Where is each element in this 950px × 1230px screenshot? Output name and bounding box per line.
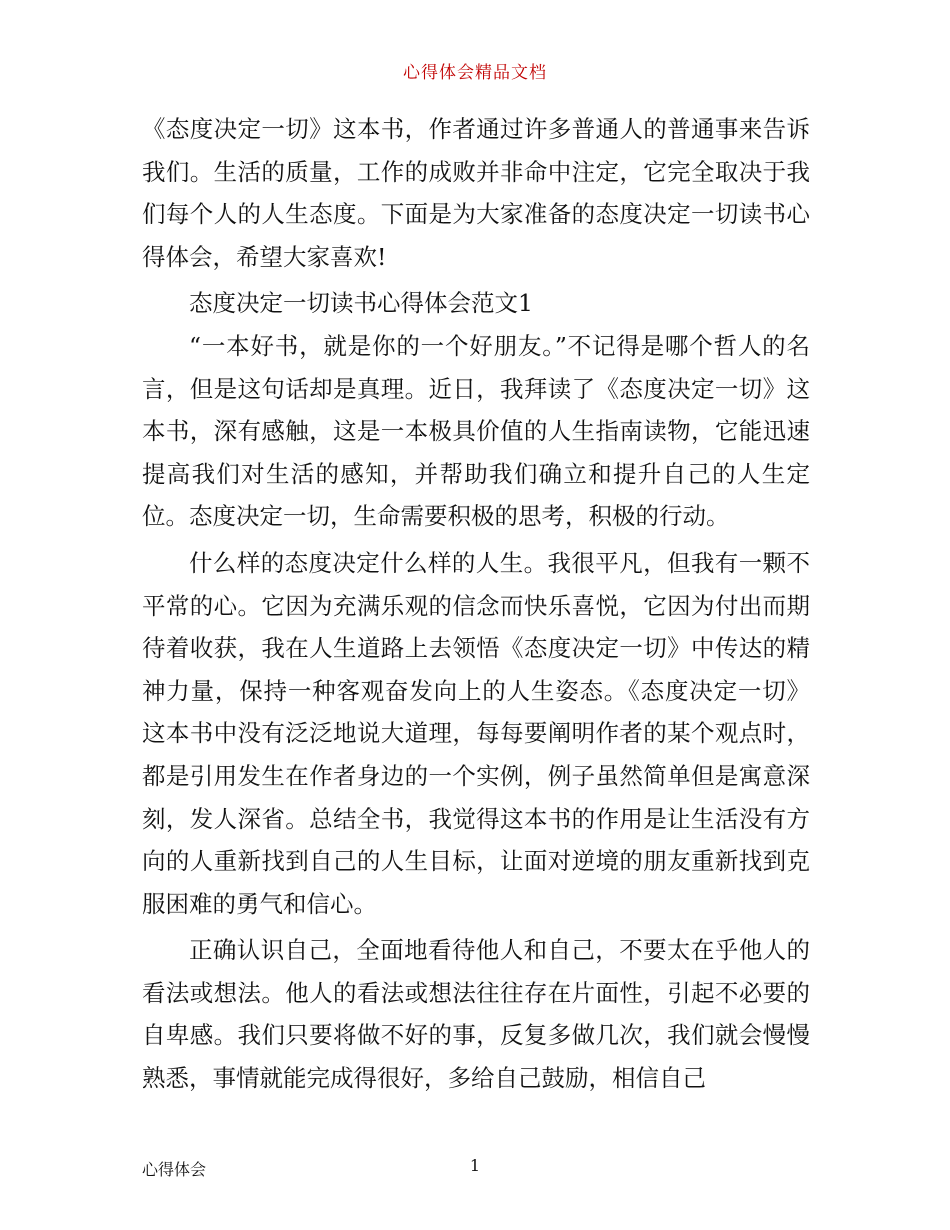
page-header-title: 心得体会精品文档 bbox=[403, 63, 547, 83]
page-number: 1 bbox=[469, 1156, 481, 1175]
paragraph-quote: “一本好书，就是你的一个好朋友。”不记得是哪个哲人的名言，但是这句话却是真理。近日，我拜读了《态度决定一切》这本书，深有感触，这是一本极具价值的人生指南读物，它能迅速提高我们对生活的感知，并帮助我们确立和提升自己的人生定位。态度决定一切，生命需要积极的思考，积极的行动。 bbox=[142, 331, 810, 531]
paragraph-attitude: 什么样的态度决定什么样的人生。我很平凡，但我有一颗不平常的心。它因为充满乐观的信念而快乐喜悦，它因为付出而期待着收获，我在人生道路上去领悟《态度决定一切》中传达的精神力量，保持一种客观奋发向上的人生姿态。《态度决定一切》这本书中没有泛泛地说大道理，每每要阐明作者的某个观点时，都是引用发生在作者身边的一个实例，例子虽然简单但是寓意深刻，发人深省。总结全书，我觉得这本书的作用是让生活没有方向的人重新找到自己的人生目标，让面对逆境的朋友重新找到克服困难的勇气和信心。 bbox=[142, 548, 810, 918]
document-body bbox=[142, 108, 810, 1100]
intro-paragraph: 《态度决定一切》这本书，作者通过许多普通人的普通事来告诉我们。生活的质量，工作的成败并非命中注定，它完全取决于我们每个人的人生态度。下面是为大家准备的态度决定一切读书心得体会，希望大家喜欢! bbox=[142, 115, 810, 271]
section-heading: 态度决定一切读书心得体会范文1 bbox=[189, 289, 533, 318]
footer-label: 心得体会 bbox=[142, 1160, 207, 1179]
paragraph-self-knowledge: 正确认识自己，全面地看待他人和自己，不要太在乎他人的看法或想法。他人的看法或想法往往存在片面性，引起不必要的自卑感。我们只要将做不好的事，反复多做几次，我们就会慢慢熟悉，事情就能完成得很好，多给自己鼓励，相信自己 bbox=[142, 936, 810, 1093]
